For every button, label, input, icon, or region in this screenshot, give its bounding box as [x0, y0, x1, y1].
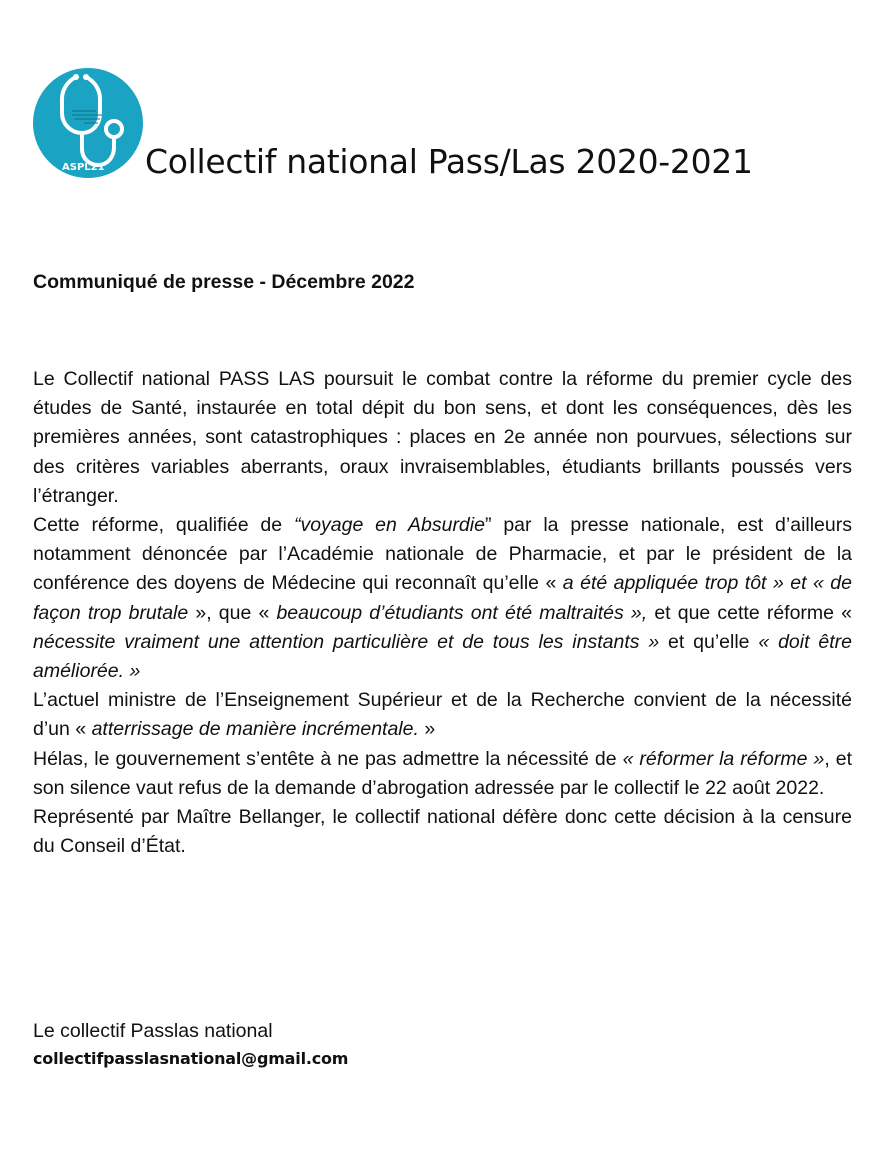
p4-text: Hélas, le gouvernement s’entête à ne pas admettre la nécessité de — [33, 747, 623, 770]
paragraph-3 — [33, 686, 852, 744]
p3-text: » — [418, 718, 436, 741]
press-release-body — [33, 365, 852, 861]
p2-quote-maltraites: beaucoup d’étudiants ont été maltraités », — [276, 601, 648, 624]
page-title: Collectif national Pass/Las 2020-2021 — [145, 142, 753, 181]
p4-quote: « réformer la réforme » — [622, 747, 825, 770]
p3-text: L’actuel ministre de l’Enseignement Supérieur et de la Recherche convient de la nécessité d’un « — [33, 689, 852, 741]
paragraph-1: Le Collectif national PASS LAS poursuit le combat contre la réforme du premier cycle des études de Santé, instaurée en total dépit du bon sens, et dont les conséquences, dès les premières années, sont catastrophiques : places en 2e année non pourvues, sélections sur des critères variables aberrants, oraux invraisemblables, étudiants brillants poussés vers l’étranger. — [33, 368, 852, 507]
p2-text: et qu’elle — [659, 630, 759, 653]
signature-name: Le collectif Passlas national — [33, 1020, 273, 1042]
logo-text: ASPL21 — [62, 162, 105, 173]
aspl21-logo — [32, 67, 144, 179]
p4-text: , et son silence vaut refus de la demande d’abrogation adressée par le collectif le 22 août 2022. — [33, 747, 852, 799]
paragraph-4 — [33, 745, 852, 803]
contact-email[interactable]: collectifpasslasnational@gmail.com — [33, 1049, 349, 1068]
paragraph-5: Représenté par Maître Bellanger, le collectif national défère donc cette décision à la censure du Conseil d’État. — [33, 806, 852, 858]
p2-text: et que cette réforme « — [647, 601, 852, 624]
p2-text: », que « — [188, 601, 277, 624]
p2-quote-amelioree: « doit être améliorée. » — [33, 630, 852, 683]
p3-quote: atterrissage de manière incrémentale. — [91, 718, 419, 741]
p2-quote-attention: nécessite vraiment une attention particulière et de tous les instants » — [33, 630, 660, 653]
press-release-heading: Communiqué de presse - Décembre 2022 — [33, 271, 415, 293]
p2-quote-trop-tot: a été appliquée trop tôt » et « de façon trop brutale — [33, 572, 852, 624]
p2-quote-voyage: “voyage en Absurdie — [293, 514, 485, 537]
p2-text: ” par la presse nationale, est d’ailleurs notamment dénoncée par l’Académie nationale de Pharmacie, et par le président de la conférence des doyens de Médecine qui reconnaît qu’elle « — [33, 514, 852, 595]
paragraph-2 — [33, 511, 852, 686]
p2-text: Cette réforme, qualifiée de — [33, 514, 294, 537]
